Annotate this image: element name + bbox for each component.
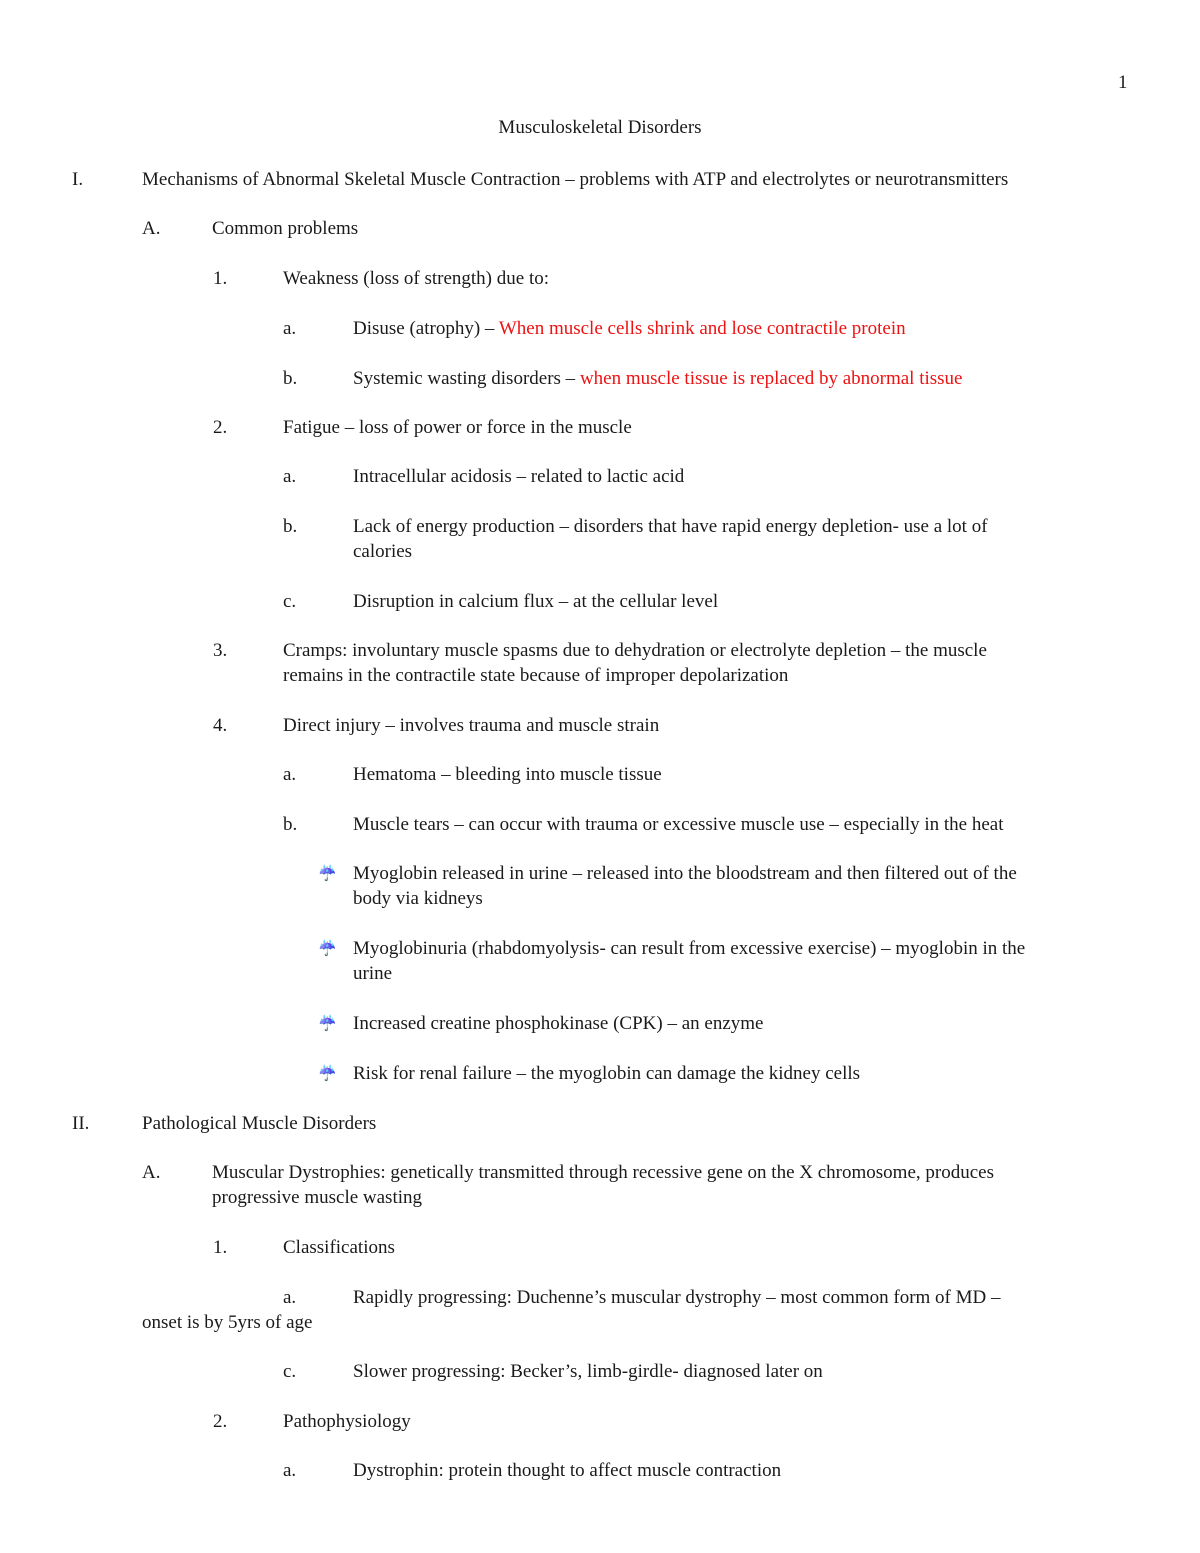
bullet-text-continued: body via kidneys [353, 888, 483, 909]
umbrella-bullet-icon: ☔ [318, 1016, 337, 1032]
outline-text-plain: Disuse (atrophy) – [353, 318, 499, 339]
outline-marker: a. [283, 1460, 297, 1481]
outline-text: Intracellular acidosis – related to lactic acid [353, 466, 685, 487]
outline-marker: A. [142, 218, 161, 239]
page-number: 1 [1118, 72, 1128, 93]
outline-marker: a. [283, 466, 297, 487]
outline-marker: c. [283, 591, 297, 612]
outline-marker: II. [72, 1113, 90, 1134]
umbrella-bullet-icon: ☔ [318, 1066, 337, 1082]
outline-text-plain: Systemic wasting disorders – [353, 368, 580, 389]
bullet-text-continued: urine [353, 963, 393, 984]
outline-text: Slower progressing: Becker’s, limb-girdle- diagnosed later on [353, 1361, 823, 1382]
bullet-text: Myoglobin released in urine – released into the bloodstream and then filtered out of the [353, 863, 1017, 884]
outline-text-continued: onset is by 5yrs of age [142, 1312, 313, 1333]
outline-marker: 4. [213, 715, 228, 736]
outline-marker: 1. [213, 268, 228, 289]
outline-text: Pathological Muscle Disorders [142, 1113, 377, 1134]
outline-text: Mechanisms of Abnormal Skeletal Muscle Contraction – problems with ATP and electrolytes or neurotransmitters [142, 169, 1009, 190]
outline-text: Disruption in calcium flux – at the cellular level [353, 591, 719, 612]
outline-text: Cramps: involuntary muscle spasms due to dehydration or electrolyte depletion – the muscle [283, 640, 987, 661]
outline-marker: A. [142, 1162, 161, 1183]
outline-marker: 2. [213, 1411, 228, 1432]
outline-text [353, 316, 906, 341]
outline-text-continued: remains in the contractile state because of improper depolarization [283, 665, 789, 686]
outline-text: Dystrophin: protein thought to affect muscle contraction [353, 1460, 782, 1481]
outline-text: Rapidly progressing: Duchenne’s muscular dystrophy – most common form of MD – [353, 1287, 1001, 1308]
outline-marker: I. [72, 169, 84, 190]
highlighted-note: when muscle tissue is replaced by abnormal tissue [579, 368, 963, 389]
page-title: Musculoskeletal Disorders [498, 117, 702, 138]
umbrella-bullet-icon: ☔ [318, 941, 337, 957]
outline-marker: 3. [213, 640, 228, 661]
outline-text [353, 366, 962, 391]
outline-text: Direct injury – involves trauma and muscle strain [283, 715, 660, 736]
outline-marker: b. [283, 516, 298, 537]
outline-marker: b. [283, 368, 298, 389]
outline-text: Classifications [283, 1237, 395, 1258]
bullet-text: Risk for renal failure – the myoglobin can damage the kidney cells [353, 1063, 861, 1084]
highlighted-note: When muscle cells shrink and lose contractile protein [498, 318, 906, 339]
bullet-text: Increased creatine phosphokinase (CPK) – an enzyme [353, 1013, 764, 1034]
outline-marker: a. [283, 318, 297, 339]
outline-text: Pathophysiology [283, 1411, 411, 1432]
outline-marker: a. [283, 764, 297, 785]
outline-marker: b. [283, 814, 298, 835]
outline-text: Common problems [212, 218, 359, 239]
outline-text: Weakness (loss of strength) due to: [283, 268, 549, 289]
outline-text: Lack of energy production – disorders that have rapid energy depletion- use a lot of [353, 516, 988, 537]
outline-text: Muscular Dystrophies: genetically transmitted through recessive gene on the X chromosome, produces [212, 1162, 994, 1183]
bullet-text: Myoglobinuria (rhabdomyolysis- can result from excessive exercise) – myoglobin in the [353, 938, 1026, 959]
outline-text: Hematoma – bleeding into muscle tissue [353, 764, 662, 785]
outline-marker: 2. [213, 417, 228, 438]
outline-marker: 1. [213, 1237, 228, 1258]
outline-text-continued: calories [353, 541, 413, 562]
outline-text: Fatigue – loss of power or force in the muscle [283, 417, 632, 438]
outline-marker: c. [283, 1361, 297, 1382]
outline-text: Muscle tears – can occur with trauma or excessive muscle use – especially in the heat [353, 814, 1004, 835]
outline-text-continued: progressive muscle wasting [212, 1187, 423, 1208]
outline-marker: a. [283, 1287, 297, 1308]
umbrella-bullet-icon: ☔ [318, 866, 337, 882]
